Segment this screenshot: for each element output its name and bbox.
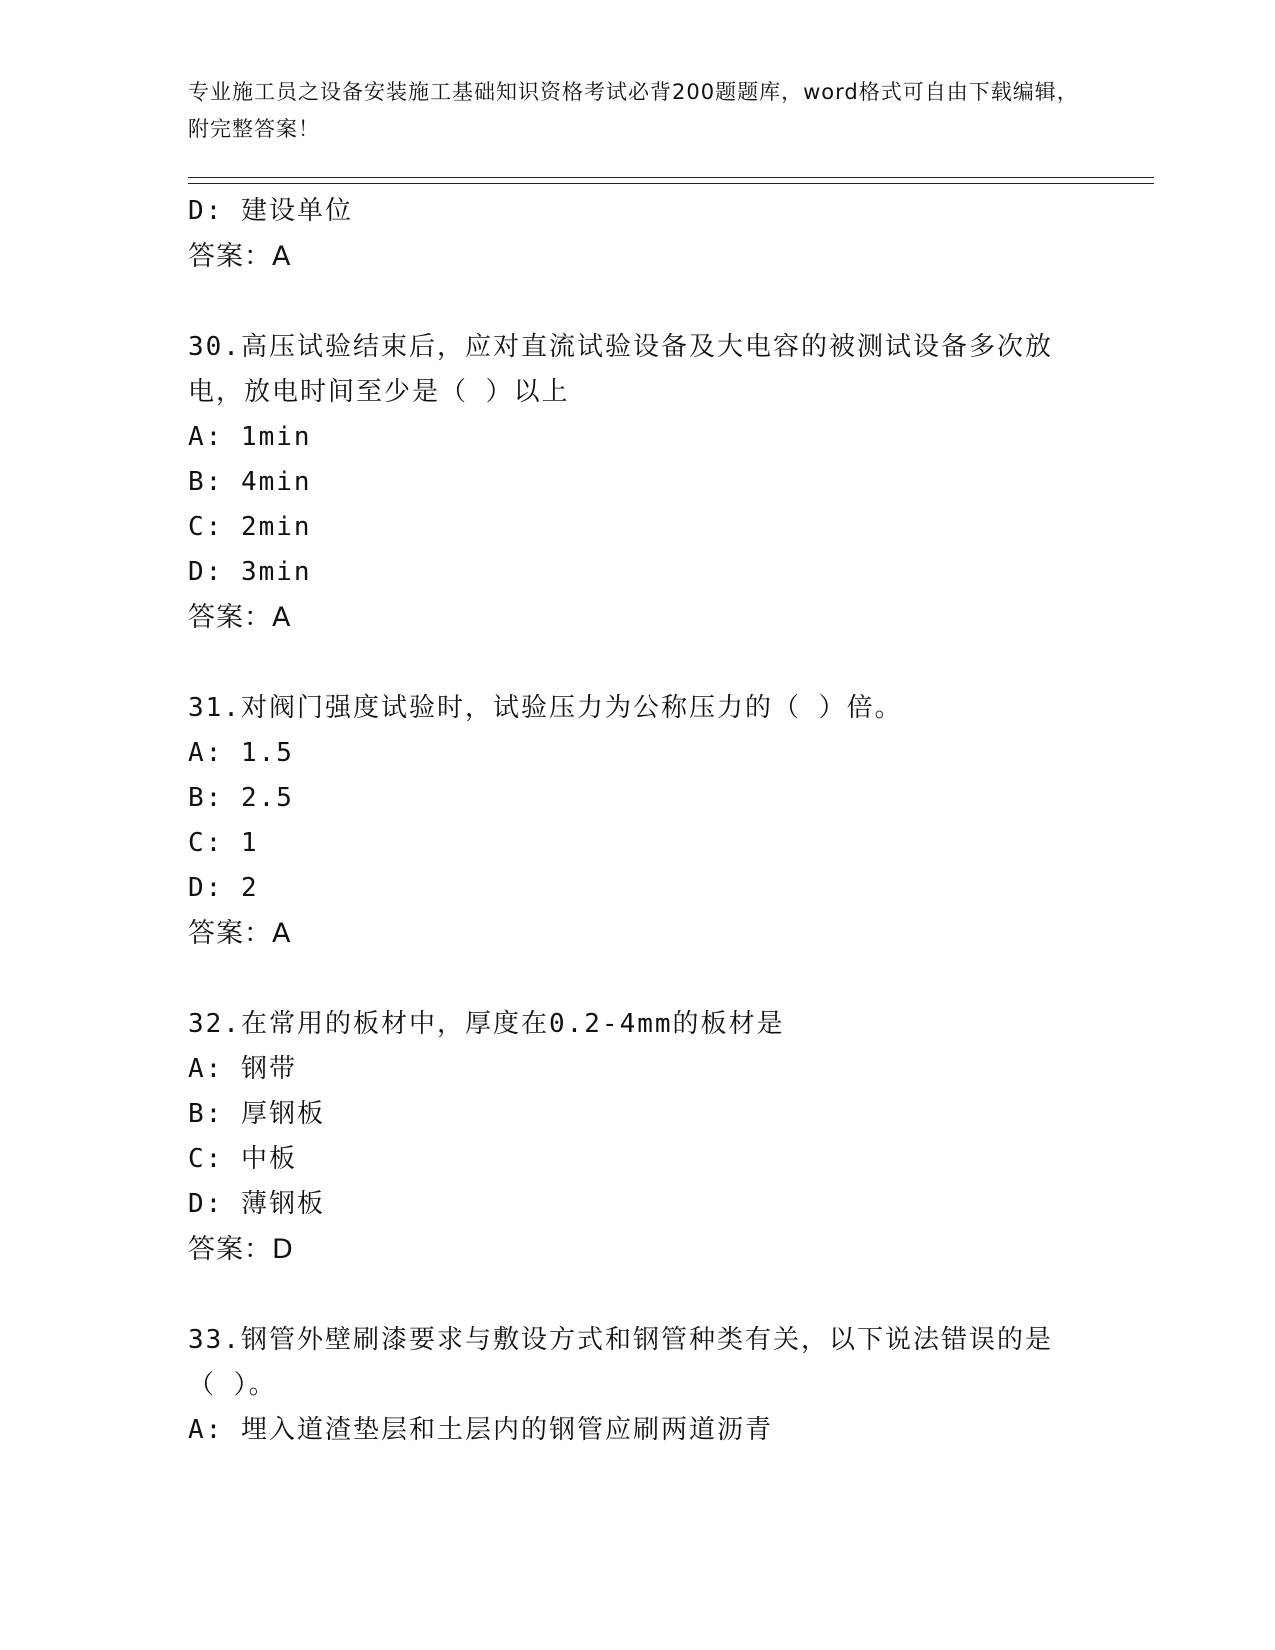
page-header: 专业施工员之设备安装施工基础知识资格考试必背200题题库，word格式可自由下载编辑，附完整答案！ — [188, 80, 1079, 141]
option-b: B: 2.5 — [188, 783, 294, 813]
option-a: A: 1.5 — [188, 738, 294, 768]
option-c: C: 1 — [188, 828, 259, 858]
answer: 答案：A — [188, 918, 292, 949]
answer: 答案：A — [188, 602, 292, 633]
option-b: B: 厚钢板 — [188, 1099, 325, 1129]
option-a: A: 钢带 — [188, 1054, 297, 1084]
answer: 答案：A — [188, 241, 292, 272]
option-b: B: 4min — [188, 467, 312, 497]
question-text: 30.高压试验结束后，应对直流试验设备及大电容的被测试设备多次放 — [188, 332, 1053, 362]
question-text: 33.钢管外壁刷漆要求与敷设方式和钢管种类有关，以下说法错误的是 — [188, 1325, 1053, 1355]
option-a: A: 1min — [188, 422, 312, 452]
question-list — [188, 189, 1088, 1453]
option-d: D: 建设单位 — [188, 196, 353, 226]
option-d: D: 薄钢板 — [188, 1189, 325, 1219]
spacer — [188, 279, 1088, 325]
spacer — [188, 956, 1088, 1002]
option-d: D: 3min — [188, 557, 312, 587]
question-29-tail — [188, 189, 1088, 279]
spacer — [188, 1272, 1088, 1318]
option-c: C: 中板 — [188, 1144, 297, 1174]
option-a: A: 埋入道渣垫层和土层内的钢管应刷两道沥青 — [188, 1415, 773, 1445]
question-32 — [188, 1002, 1088, 1272]
spacer — [188, 640, 1088, 686]
header-divider — [188, 177, 1154, 184]
question-text-continued: 电，放电时间至少是（ ）以上 — [188, 377, 570, 407]
answer: 答案：D — [188, 1234, 294, 1265]
question-text: 32.在常用的板材中，厚度在0.2-4mm的板材是 — [188, 1009, 785, 1039]
option-d: D: 2 — [188, 873, 259, 903]
question-30 — [188, 325, 1088, 640]
question-text: 31.对阀门强度试验时，试验压力为公称压力的（ ）倍。 — [188, 693, 903, 723]
option-c: C: 2min — [188, 512, 312, 542]
question-text-continued: （ ）。 — [188, 1370, 277, 1400]
question-31 — [188, 686, 1088, 956]
question-33 — [188, 1318, 1088, 1453]
